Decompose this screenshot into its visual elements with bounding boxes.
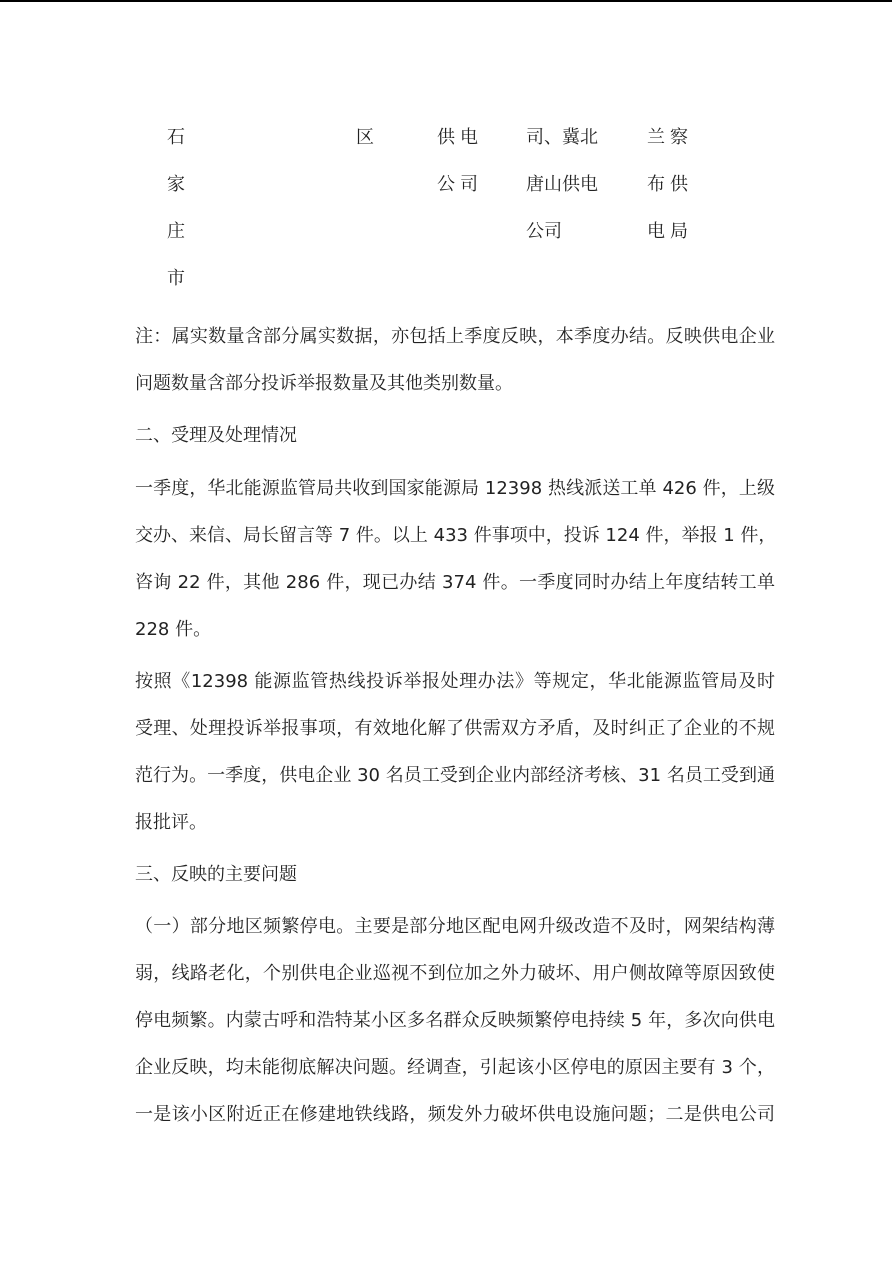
- paragraph-line: 一是该小区附近正在修建地铁线路，频发外力破坏供电设施问题；二是供电公司: [135, 1104, 775, 1125]
- table-cell-company-c: [647, 114, 693, 255]
- table-cell-company-a: [437, 114, 483, 208]
- paragraph-line: 一季度，华北能源监管局共收到国家能源局 12398 热线派送工单 426 件，上级: [135, 478, 775, 499]
- paragraph-acceptance-stats: [135, 465, 775, 653]
- table-cell-line: 供电: [437, 127, 483, 148]
- table-cell-district: [356, 114, 374, 161]
- table-cell-line: 唐山供电: [526, 174, 598, 195]
- table-cell-line: 公司: [437, 174, 483, 195]
- paragraph-line: 咨询 22 件，其他 286 件，现已办结 374 件。一季度同时办结上年度结转工单: [135, 572, 775, 593]
- table-cell-line: 公司: [526, 221, 562, 242]
- table-cell-line: 司、冀北: [526, 127, 598, 148]
- table-note: [135, 313, 775, 407]
- table-cell-line: 电局: [647, 221, 693, 242]
- section-heading-main-issues: [135, 851, 775, 898]
- paragraph-line: 企业反映，均未能彻底解决问题。经调查，引起该小区停电的原因主要有 3 个，: [135, 1057, 775, 1078]
- table-cell-line: 市: [167, 268, 185, 289]
- table-cell-line: 兰察: [647, 127, 693, 148]
- paragraph-line: （一）部分地区频繁停电。主要是部分地区配电网升级改造不及时，网架结构薄: [135, 916, 775, 937]
- paragraph-line: 交办、来信、局长留言等 7 件。以上 433 件事项中，投诉 124 件，举报 1 件，: [135, 525, 777, 546]
- paragraph-line: 弱，线路老化，个别供电企业巡视不到位加之外力破坏、用户侧故障等原因致使: [135, 963, 775, 984]
- paragraph-frequent-outages: [135, 903, 775, 1138]
- table-cell-line: 石: [167, 127, 185, 148]
- heading-text: 二、受理及处理情况: [135, 425, 297, 446]
- note-line: 注：属实数量含部分属实数据，亦包括上季度反映，本季度办结。反映供电企业: [135, 326, 775, 347]
- note-line: 问题数量含部分投诉举报数量及其他类别数量。: [135, 373, 513, 394]
- paragraph-line: 按照《12398 能源监管热线投诉举报处理办法》等规定，华北能源监管局及时: [135, 671, 775, 692]
- table-cell-city: [167, 114, 185, 302]
- table-cell-company-b: [526, 114, 598, 255]
- paragraph-line: 范行为。一季度，供电企业 30 名员工受到企业内部经济考核、31 名员工受到通: [135, 765, 775, 786]
- paragraph-line: 228 件。: [135, 619, 212, 640]
- section-heading-acceptance: [135, 412, 775, 459]
- paragraph-line: 停电频繁。内蒙古呼和浩特某小区多名群众反映频繁停电持续 5 年，多次向供电: [135, 1010, 775, 1031]
- table-cell-line: 庄: [167, 221, 185, 242]
- paragraph-line: 受理、处理投诉举报事项，有效地化解了供需双方矛盾，及时纠正了企业的不规: [135, 718, 775, 739]
- paragraph-line: 报批评。: [135, 812, 207, 833]
- paragraph-handling: [135, 658, 775, 846]
- table-cell-line: 区: [356, 127, 374, 148]
- table-cell-line: 布供: [647, 174, 693, 195]
- table-cell-line: 家: [167, 174, 185, 195]
- heading-text: 三、反映的主要问题: [135, 864, 297, 885]
